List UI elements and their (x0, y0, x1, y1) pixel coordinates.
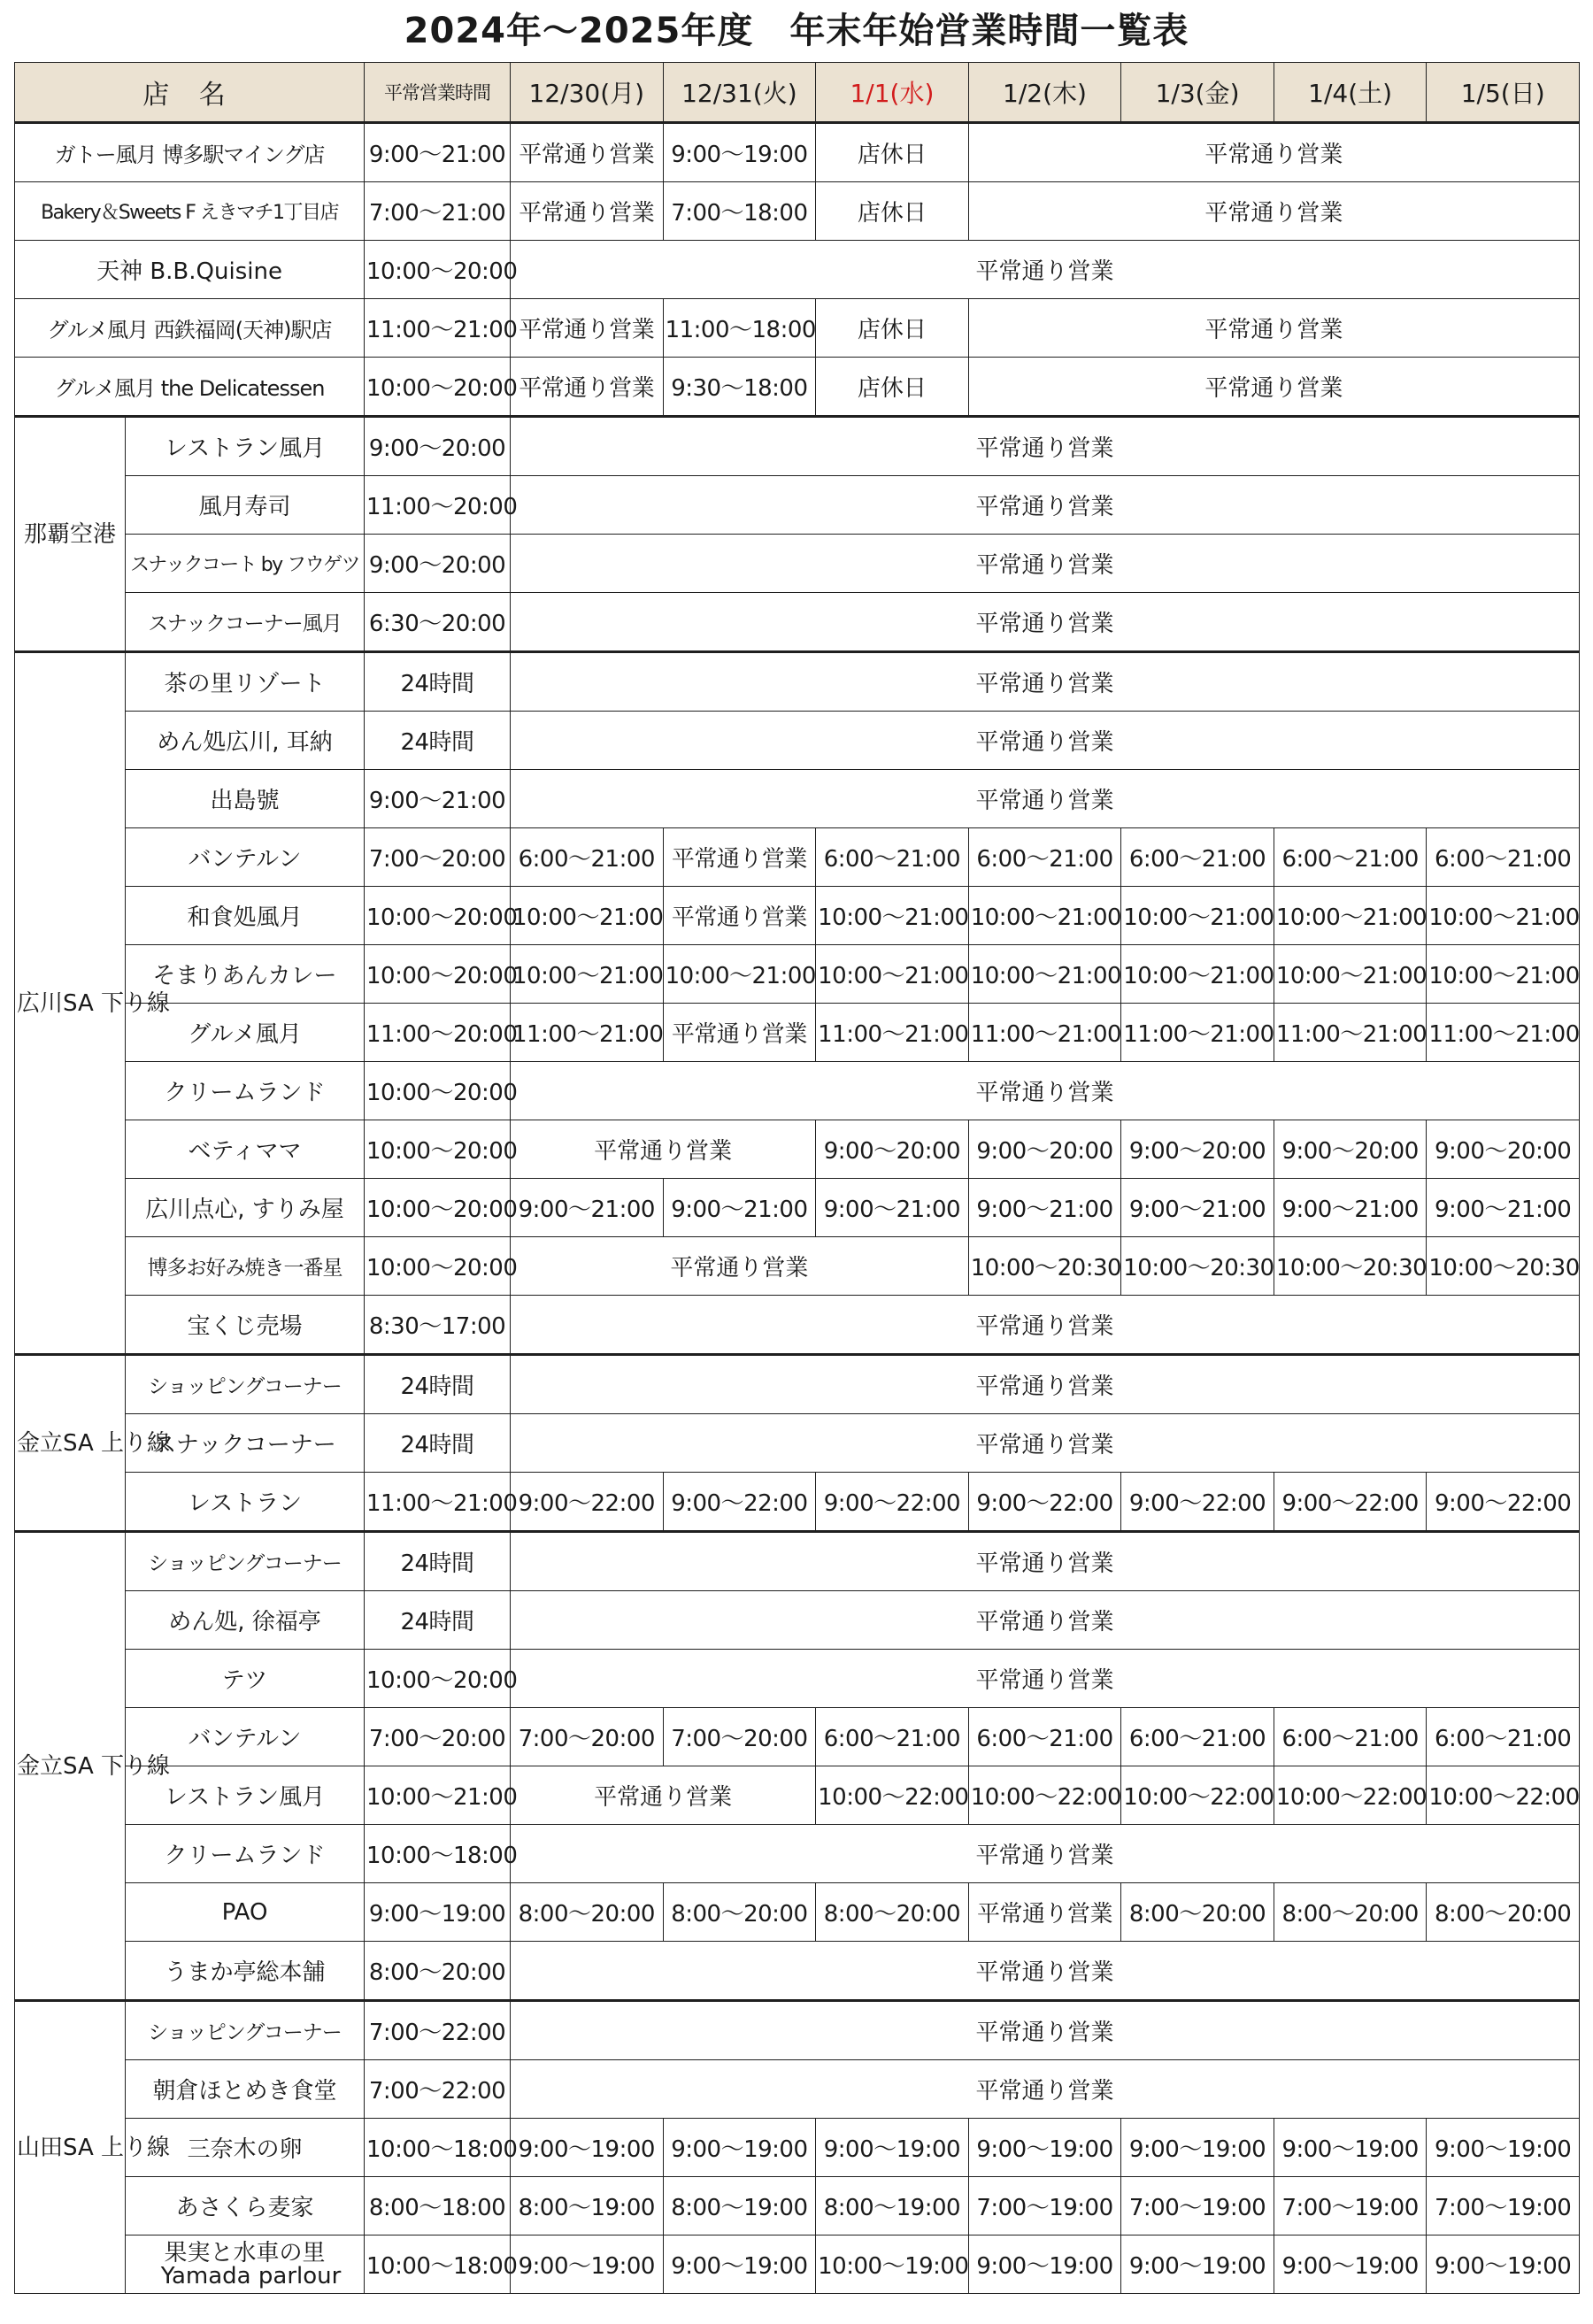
hours-cell: 9:00～21:00 (816, 1179, 969, 1237)
regular-hours: 6:30～20:00 (365, 593, 511, 652)
shop-name: 茶の里リゾート (126, 652, 365, 712)
shop-name: クリームランド (126, 1825, 365, 1883)
hours-cell: 10:00～21:00 (968, 945, 1121, 1004)
hours-cell: 9:00～19:00 (816, 2119, 969, 2177)
regular-hours: 10:00～20:00 (365, 1120, 511, 1179)
regular-hours: 10:00～18:00 (365, 1825, 511, 1883)
hours-cell: 9:30～18:00 (663, 358, 816, 417)
table-row (15, 1825, 1580, 1883)
group-label-yamada: 山田SA 上り線 (15, 2001, 126, 2294)
regular-hours: 10:00～20:00 (365, 241, 511, 299)
hours-cell: 7:00～18:00 (663, 182, 816, 241)
shop-name: グルメ風月 (126, 1004, 365, 1062)
table-row (15, 1591, 1580, 1650)
store-name: 天神 B.B.Quisine (15, 241, 365, 299)
store-name: グルメ風月 西鉄福岡(天神)駅店 (15, 299, 365, 358)
table-row (15, 1708, 1580, 1766)
regular-hours: 10:00～21:00 (365, 1766, 511, 1825)
regular-hours: 24時間 (365, 652, 511, 712)
regular-hours: 7:00～22:00 (365, 2060, 511, 2119)
hours-cell: 9:00～21:00 (968, 1179, 1121, 1237)
hours-span-cell: 平常通り営業 (511, 1650, 1580, 1708)
regular-hours: 7:00～21:00 (365, 182, 511, 241)
regular-hours: 10:00～20:00 (365, 1062, 511, 1120)
regular-hours: 8:00～20:00 (365, 1942, 511, 2001)
table-row (15, 299, 1580, 358)
hours-span-cell: 平常通り営業 (511, 1120, 816, 1179)
hours-span-cell: 平常通り営業 (511, 1825, 1580, 1883)
regular-hours: 10:00～20:00 (365, 1237, 511, 1296)
shop-name: ベティママ (126, 1120, 365, 1179)
table-row (15, 2001, 1580, 2060)
hours-cell: 10:00～21:00 (663, 945, 816, 1004)
hours-cell: 8:00～20:00 (1121, 1883, 1274, 1942)
group-label-kanadachi-down: 金立SA 下り線 (15, 1532, 126, 2001)
hours-cell: 8:00～20:00 (816, 1883, 969, 1942)
hours-cell: 9:00～21:00 (1427, 1179, 1580, 1237)
table-row (15, 2177, 1580, 2236)
table-row (15, 1355, 1580, 1414)
hours-span-cell: 平常通り営業 (511, 712, 1580, 770)
table-row (15, 2119, 1580, 2177)
table-row (15, 417, 1580, 476)
hours-cell: 6:00～21:00 (968, 1708, 1121, 1766)
regular-hours: 9:00～20:00 (365, 535, 511, 593)
regular-hours: 10:00～20:00 (365, 887, 511, 945)
shop-name: 広川点心, すりみ屋 (126, 1179, 365, 1237)
table-row (15, 1237, 1580, 1296)
hours-cell: 10:00～21:00 (816, 887, 969, 945)
regular-hours: 10:00～18:00 (365, 2236, 511, 2294)
hours-cell: 6:00～21:00 (1427, 828, 1580, 887)
hours-cell: 6:00～21:00 (816, 1708, 969, 1766)
hours-span-cell: 平常通り営業 (511, 1532, 1580, 1591)
shop-name: 博多お好み焼き一番星 (126, 1237, 365, 1296)
hours-cell: 9:00～22:00 (663, 1473, 816, 1532)
hours-cell: 9:00～22:00 (816, 1473, 969, 1532)
shop-name: バンテルン (126, 828, 365, 887)
regular-hours: 9:00～20:00 (365, 417, 511, 476)
hours-cell: 9:00～19:00 (1274, 2119, 1427, 2177)
regular-hours: 7:00～20:00 (365, 828, 511, 887)
hours-cell: 10:00～22:00 (1274, 1766, 1427, 1825)
header-date-0101: 1/1(水) (816, 63, 969, 123)
hours-span-cell: 平常通り営業 (511, 1766, 816, 1825)
hours-cell: 10:00～20:30 (1274, 1237, 1427, 1296)
shop-name: バンテルン (126, 1708, 365, 1766)
table-row (15, 593, 1580, 652)
hours-cell: 8:00～20:00 (1427, 1883, 1580, 1942)
header-date-0103: 1/3(金) (1121, 63, 1274, 123)
regular-hours: 9:00～21:00 (365, 770, 511, 828)
table-row (15, 1766, 1580, 1825)
table-row (15, 476, 1580, 535)
hours-cell: 10:00～20:30 (1121, 1237, 1274, 1296)
header-date-1230: 12/30(月) (511, 63, 664, 123)
hours-cell: 9:00～22:00 (1121, 1473, 1274, 1532)
hours-span-cell: 平常通り営業 (511, 1942, 1580, 2001)
shop-name: レストラン (126, 1473, 365, 1532)
regular-hours: 11:00～21:00 (365, 1473, 511, 1532)
header-store-name: 店 名 (15, 63, 365, 123)
table-row (15, 1473, 1580, 1532)
hours-cell: 9:00～19:00 (511, 2119, 664, 2177)
group-label-kanadachi-up: 金立SA 上り線 (15, 1355, 126, 1532)
table-row (15, 828, 1580, 887)
hours-cell: 9:00～19:00 (1121, 2236, 1274, 2294)
hours-cell: 10:00～22:00 (816, 1766, 969, 1825)
hours-span-cell: 平常通り営業 (511, 1591, 1580, 1650)
shop-name: レストラン風月 (126, 1766, 365, 1825)
regular-hours: 24時間 (365, 1591, 511, 1650)
table-row (15, 123, 1580, 182)
hours-cell: 平常通り営業 (663, 828, 816, 887)
hours-cell: 9:00～21:00 (1121, 1179, 1274, 1237)
hours-cell: 9:00～19:00 (511, 2236, 664, 2294)
hours-cell: 10:00～20:30 (968, 1237, 1121, 1296)
hours-cell: 10:00～21:00 (1427, 945, 1580, 1004)
hours-cell: 10:00～20:30 (1427, 1237, 1580, 1296)
shop-name: クリームランド (126, 1062, 365, 1120)
table-row (15, 712, 1580, 770)
hours-cell: 9:00～20:00 (1121, 1120, 1274, 1179)
hours-cell: 9:00～22:00 (968, 1473, 1121, 1532)
hours-span-cell: 平常通り営業 (511, 1062, 1580, 1120)
table-row (15, 770, 1580, 828)
table-row (15, 945, 1580, 1004)
hours-cell: 10:00～21:00 (968, 887, 1121, 945)
shop-name: テツ (126, 1650, 365, 1708)
hours-span-cell: 平常通り営業 (511, 2060, 1580, 2119)
hours-cell: 10:00～22:00 (1121, 1766, 1274, 1825)
hours-cell: 7:00～19:00 (968, 2177, 1121, 2236)
regular-hours: 7:00～20:00 (365, 1708, 511, 1766)
store-name: ガトー風月 博多駅マイング店 (15, 123, 365, 182)
hours-span-cell: 平常通り営業 (968, 299, 1579, 358)
hours-cell: 9:00～20:00 (1427, 1120, 1580, 1179)
regular-hours: 11:00～20:00 (365, 476, 511, 535)
shop-name: あさくら麦家 (126, 2177, 365, 2236)
shop-name: スナックコート by フウゲツ (126, 535, 365, 593)
regular-hours: 11:00～21:00 (365, 299, 511, 358)
hours-cell: 平常通り営業 (511, 299, 664, 358)
table-header-row (15, 63, 1580, 123)
hours-cell: 9:00～19:00 (968, 2119, 1121, 2177)
regular-hours: 10:00～20:00 (365, 1179, 511, 1237)
hours-cell: 11:00～21:00 (1121, 1004, 1274, 1062)
header-date-0102: 1/2(木) (968, 63, 1121, 123)
hours-cell: 平常通り営業 (511, 358, 664, 417)
shop-name: 風月寿司 (126, 476, 365, 535)
shop-name: そまりあんカレー (126, 945, 365, 1004)
hours-cell: 10:00～21:00 (1274, 887, 1427, 945)
hours-cell: 8:00～20:00 (511, 1883, 664, 1942)
shop-name: 宝くじ売場 (126, 1296, 365, 1355)
hours-span-cell: 平常通り営業 (511, 770, 1580, 828)
shop-name: PAO (126, 1883, 365, 1942)
hours-cell: 6:00～21:00 (1427, 1708, 1580, 1766)
header-date-0105: 1/5(日) (1427, 63, 1580, 123)
regular-hours: 8:30～17:00 (365, 1296, 511, 1355)
hours-cell: 11:00～21:00 (511, 1004, 664, 1062)
regular-hours: 24時間 (365, 1532, 511, 1591)
shop-name: スナックコーナー風月 (126, 593, 365, 652)
hours-span-cell: 平常通り営業 (968, 123, 1579, 182)
regular-hours: 10:00～18:00 (365, 2119, 511, 2177)
hours-cell: 9:00～22:00 (511, 1473, 664, 1532)
hours-cell: 11:00～21:00 (1427, 1004, 1580, 1062)
hours-cell: 9:00～21:00 (1274, 1179, 1427, 1237)
hours-cell: 6:00～21:00 (968, 828, 1121, 887)
regular-hours: 10:00～20:00 (365, 945, 511, 1004)
hours-cell: 6:00～21:00 (511, 828, 664, 887)
shop-name: スナックコーナー (126, 1414, 365, 1473)
page-title: 2024年～2025年度 年末年始営業時間一覧表 (404, 11, 1189, 51)
hours-cell: 7:00～20:00 (663, 1708, 816, 1766)
regular-hours: 11:00～20:00 (365, 1004, 511, 1062)
hours-span-cell: 平常通り営業 (511, 652, 1580, 712)
table-row (15, 2060, 1580, 2119)
hours-span-cell: 平常通り営業 (511, 593, 1580, 652)
hours-cell: 10:00～21:00 (511, 887, 664, 945)
hours-cell: 8:00～20:00 (663, 1883, 816, 1942)
table-row (15, 887, 1580, 945)
hours-cell: 9:00～20:00 (816, 1120, 969, 1179)
table-row (15, 358, 1580, 417)
hours-span-cell: 平常通り営業 (511, 476, 1580, 535)
hours-span-cell: 平常通り営業 (511, 241, 1580, 299)
table-row (15, 1296, 1580, 1355)
hours-cell: 平常通り営業 (663, 887, 816, 945)
hours-cell: 平常通り営業 (511, 123, 664, 182)
hours-cell: 9:00～20:00 (1274, 1120, 1427, 1179)
shop-name: レストラン風月 (126, 417, 365, 476)
shop-name: 出島號 (126, 770, 365, 828)
hours-cell: 7:00～19:00 (1427, 2177, 1580, 2236)
regular-hours: 24時間 (365, 712, 511, 770)
hours-cell: 6:00～21:00 (1274, 828, 1427, 887)
hours-cell: 7:00～19:00 (1274, 2177, 1427, 2236)
hours-cell: 8:00～19:00 (663, 2177, 816, 2236)
hours-cell: 8:00～19:00 (816, 2177, 969, 2236)
hours-span-cell: 平常通り営業 (511, 535, 1580, 593)
table-row (15, 241, 1580, 299)
hours-cell: 10:00～19:00 (816, 2236, 969, 2294)
hours-cell: 7:00～20:00 (511, 1708, 664, 1766)
regular-hours: 9:00～19:00 (365, 1883, 511, 1942)
hours-span-cell: 平常通り営業 (511, 417, 1580, 476)
hours-cell: 11:00～21:00 (1274, 1004, 1427, 1062)
regular-hours: 10:00～20:00 (365, 358, 511, 417)
table-row (15, 1650, 1580, 1708)
hours-cell: 10:00～21:00 (1121, 945, 1274, 1004)
closed-cell: 店休日 (816, 182, 969, 241)
hours-span-cell: 平常通り営業 (511, 1414, 1580, 1473)
closed-cell: 店休日 (816, 299, 969, 358)
table-row (15, 535, 1580, 593)
header-date-1231: 12/31(火) (663, 63, 816, 123)
table-row (15, 652, 1580, 712)
table-row (15, 1004, 1580, 1062)
regular-hours: 24時間 (365, 1414, 511, 1473)
business-hours-table (14, 62, 1580, 2294)
shop-name: めん処, 徐福亭 (126, 1591, 365, 1650)
table-row (15, 1120, 1580, 1179)
hours-cell: 10:00～21:00 (1427, 887, 1580, 945)
shop-name: 三奈木の卵 (126, 2119, 365, 2177)
shop-name-line2: Yamada parlour (160, 2262, 342, 2289)
hours-cell: 11:00～21:00 (816, 1004, 969, 1062)
regular-hours: 9:00～21:00 (365, 123, 511, 182)
store-name: グルメ風月 the Delicatessen (15, 358, 365, 417)
hours-span-cell: 平常通り営業 (968, 182, 1579, 241)
closed-cell: 店休日 (816, 123, 969, 182)
hours-cell: 9:00～19:00 (663, 2236, 816, 2294)
hours-cell: 9:00～20:00 (968, 1120, 1121, 1179)
hours-cell: 6:00～21:00 (1121, 1708, 1274, 1766)
hours-cell: 10:00～22:00 (1427, 1766, 1580, 1825)
regular-hours: 8:00～18:00 (365, 2177, 511, 2236)
hours-cell: 9:00～19:00 (968, 2236, 1121, 2294)
hours-cell: 7:00～19:00 (1121, 2177, 1274, 2236)
shop-name-line1: 果実と水車の里 (164, 2239, 326, 2266)
table-row (15, 1414, 1580, 1473)
hours-span-cell: 平常通り営業 (968, 358, 1579, 417)
hours-cell: 9:00～19:00 (1121, 2119, 1274, 2177)
closed-cell: 店休日 (816, 358, 969, 417)
table-row (15, 1883, 1580, 1942)
hours-cell: 6:00～21:00 (1274, 1708, 1427, 1766)
hours-cell: 平常通り営業 (663, 1004, 816, 1062)
shop-name: ショッピングコーナー (126, 1355, 365, 1414)
hours-cell: 6:00～21:00 (816, 828, 969, 887)
table-row (15, 1532, 1580, 1591)
hours-cell: 10:00～21:00 (1274, 945, 1427, 1004)
hours-cell: 10:00～21:00 (511, 945, 664, 1004)
hours-cell: 6:00～21:00 (1121, 828, 1274, 887)
shop-name: めん処広川, 耳納 (126, 712, 365, 770)
hours-cell: 9:00～22:00 (1427, 1473, 1580, 1532)
hours-span-cell: 平常通り営業 (511, 2001, 1580, 2060)
hours-cell: 8:00～20:00 (1274, 1883, 1427, 1942)
hours-cell: 平常通り営業 (511, 182, 664, 241)
group-label-hirokawa: 広川SA 下り線 (15, 652, 126, 1355)
table-row (15, 1179, 1580, 1237)
header-regular-hours: 平常営業時間 (365, 63, 511, 123)
table-row (15, 2236, 1580, 2294)
hours-cell: 9:00～21:00 (511, 1179, 664, 1237)
shop-name: 朝倉ほとめき食堂 (126, 2060, 365, 2119)
hours-span-cell: 平常通り営業 (511, 1237, 969, 1296)
hours-cell: 9:00～19:00 (1427, 2119, 1580, 2177)
shop-name: ショッピングコーナー (126, 1532, 365, 1591)
hours-cell: 10:00～22:00 (968, 1766, 1121, 1825)
header-date-0104: 1/4(土) (1274, 63, 1427, 123)
hours-cell: 9:00～21:00 (663, 1179, 816, 1237)
hours-cell: 11:00～18:00 (663, 299, 816, 358)
regular-hours: 7:00～22:00 (365, 2001, 511, 2060)
hours-cell: 9:00～19:00 (663, 123, 816, 182)
hours-cell: 9:00～19:00 (1427, 2236, 1580, 2294)
hours-cell: 8:00～19:00 (511, 2177, 664, 2236)
table-row (15, 1942, 1580, 2001)
shop-name (126, 2236, 365, 2294)
hours-cell: 10:00～21:00 (816, 945, 969, 1004)
hours-span-cell: 平常通り営業 (511, 1355, 1580, 1414)
table-row (15, 1062, 1580, 1120)
shop-name: ショッピングコーナー (126, 2001, 365, 2060)
group-label-naha: 那覇空港 (15, 417, 126, 652)
shop-name: うまか亭総本舗 (126, 1942, 365, 2001)
hours-cell: 9:00～22:00 (1274, 1473, 1427, 1532)
regular-hours: 10:00～20:00 (365, 1650, 511, 1708)
regular-hours: 24時間 (365, 1355, 511, 1414)
hours-cell: 平常通り営業 (968, 1883, 1121, 1942)
hours-cell: 11:00～21:00 (968, 1004, 1121, 1062)
hours-cell: 9:00～19:00 (1274, 2236, 1427, 2294)
store-name: Bakery＆Sweets F えきマチ1丁目店 (15, 182, 365, 241)
table-row (15, 182, 1580, 241)
hours-cell: 10:00～21:00 (1121, 887, 1274, 945)
hours-cell: 9:00～19:00 (663, 2119, 816, 2177)
shop-name: 和食処風月 (126, 887, 365, 945)
hours-span-cell: 平常通り営業 (511, 1296, 1580, 1355)
